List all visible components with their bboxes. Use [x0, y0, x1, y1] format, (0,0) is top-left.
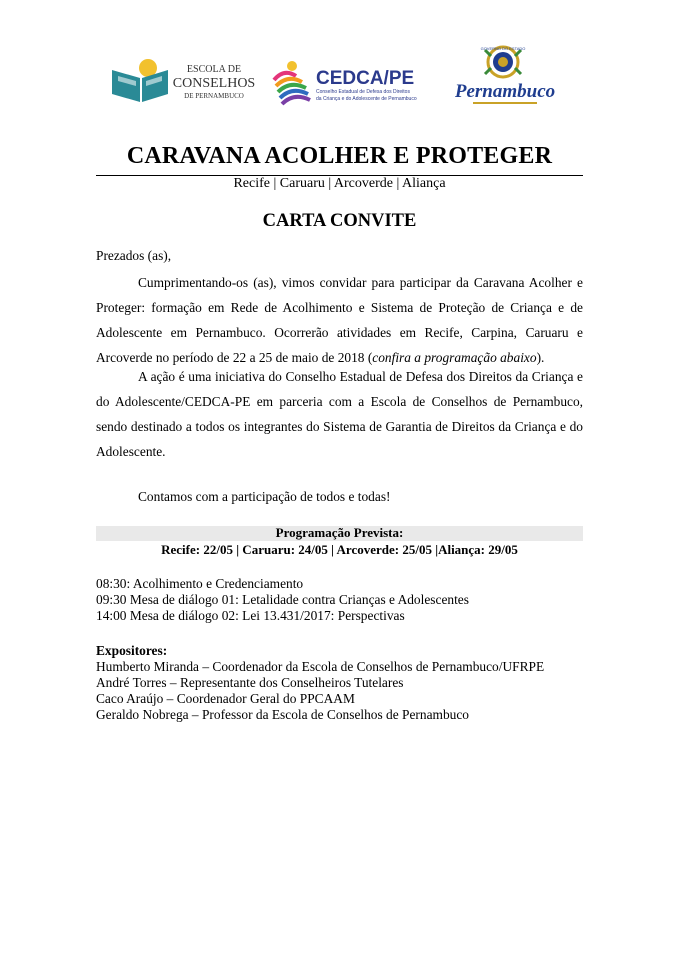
cedca-name: CEDCA/PE: [316, 68, 415, 89]
programacao-dates: Recife: 22/05 | Caruaru: 24/05 | Arcoverde: 25/05 |Aliança: 29/05: [161, 542, 518, 557]
pe-top-text: GOVERNO DO ESTADO: [480, 46, 526, 51]
escola-line2: CONSELHOS: [172, 76, 256, 91]
paragraph-1-main: Cumprimentando-os (as), vimos convidar para participar da Caravana Acolher e Proteger: formação em Rede de Acolhimento e Sistema de Proteção de Criança e de Adolescente em Pernambuco. Ocorrerão atividades em Recife, Carpina, Caruaru e Arcoverde no período de 22 a 25 de maio de 2018 (: [96, 275, 583, 365]
schedule-list: [96, 576, 583, 624]
paragraph-2-text: A ação é uma iniciativa do Conselho Estadual de Defesa dos Direitos da Criança e do Adolescente/CEDCA-PE em parceria com a Escola de Conselhos de Pernambuco, sendo destinado a todos os integrantes do Sistema de Garantia de Direitos da Criança e do Adolescente.: [96, 369, 583, 459]
cedca-sub2: da Criança e do Adolescente de Pernambuco: [316, 96, 417, 102]
expositores-list: [96, 659, 583, 723]
escola-line3: DE PERNAMBUCO: [184, 92, 244, 100]
expositores-heading: Expositores:: [96, 643, 168, 658]
pe-name: Pernambuco: [455, 81, 556, 102]
governo-pernambuco-logo: [455, 42, 565, 110]
escola-de-conselhos-logo: [110, 56, 260, 104]
cedca-sub1: Conselho Estadual de Defesa dos Direitos: [316, 89, 410, 95]
paragraph-1-end: ).: [536, 350, 545, 365]
expositor-item: André Torres – Representante dos Conselheiros Tutelares: [96, 675, 404, 690]
escola-line1: ESCOLA DE: [186, 64, 242, 75]
closing-line: Contamos com a participação de todos e todas!: [138, 489, 391, 504]
paragraph-1: [96, 270, 583, 370]
paragraph-1-emphasis: confira a programação abaixo: [372, 350, 537, 365]
paragraph-2: [96, 364, 583, 464]
logo-strip: [0, 40, 679, 110]
expositor-item: Humberto Miranda – Coordenador da Escola de Conselhos de Pernambuco/UFRPE: [96, 659, 545, 674]
programacao-title: Programação Prevista:: [275, 525, 404, 540]
cities-line: Recife | Caruaru | Arcoverde | Aliança: [233, 176, 446, 191]
greeting: Prezados (as),: [96, 248, 172, 263]
schedule-item: 09:30 Mesa de diálogo 01: Letalidade contra Crianças e Adolescentes: [96, 592, 469, 607]
cedca-pe-logo: [270, 58, 430, 106]
expositor-item: Caco Araújo – Coordenador Geral do PPCAAM: [96, 691, 355, 706]
expositor-item: Geraldo Nobrega – Professor da Escola de Conselhos de Pernambuco: [96, 707, 469, 722]
letter-title: CARTA CONVITE: [262, 211, 417, 231]
schedule-item: 14:00 Mesa de diálogo 02: Lei 13.431/2017: Perspectivas: [96, 608, 405, 623]
schedule-item: 08:30: Acolhimento e Credenciamento: [96, 576, 304, 591]
page-title: CARAVANA ACOLHER E PROTEGER: [126, 143, 553, 169]
